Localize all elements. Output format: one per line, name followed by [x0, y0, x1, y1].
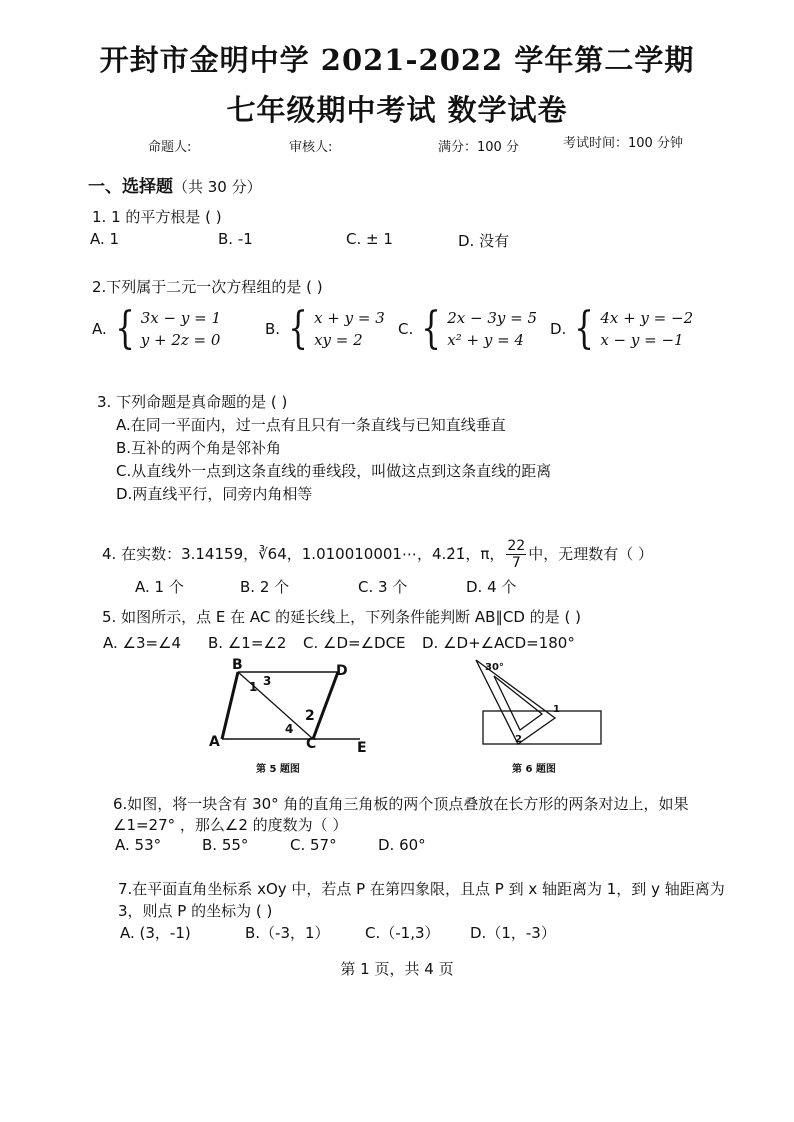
- q2-b-label: B.: [265, 320, 281, 338]
- fig6-caption: 第 6 题图: [512, 764, 556, 775]
- fraction-22-7: [506, 538, 526, 571]
- full-score: 满分：100 分: [438, 140, 519, 155]
- brace-glyph: {: [288, 303, 308, 354]
- line-dc: [313, 672, 338, 739]
- q6-option-b: B. 55°: [202, 836, 249, 854]
- q3-stem: 3. 下列命题是真命题的是 ( ): [97, 393, 288, 411]
- q2-a-eq2: y + 2z = 0: [140, 331, 221, 349]
- q4-stem: [102, 538, 653, 571]
- q7-stem-line1: 7.在平面直角坐标系 xOy 中，若点 P 在第四象限，且点 P 到 x 轴距离为 1，到 y 轴距离为: [118, 880, 725, 898]
- q2-a-label: A.: [92, 320, 107, 338]
- q7-option-d: D.（1，-3）: [470, 924, 556, 942]
- q2-a-eq1: 3x − y = 1: [140, 309, 221, 327]
- q3-option-c: C.从直线外一点到这条直线的垂线段，叫做这点到这条直线的距离: [116, 462, 552, 480]
- point-e-label: E: [357, 740, 367, 756]
- q2-c-label: C.: [398, 320, 414, 338]
- q3-option-a: A.在同一平面内，过一点有且只有一条直线与已知直线垂直: [116, 416, 506, 434]
- brace-glyph: {: [421, 303, 442, 354]
- q6-option-a: A. 53°: [115, 836, 162, 854]
- reviewer-label: 审核人:: [289, 140, 333, 155]
- q5-option-c: C. ∠D=∠DCE: [303, 634, 406, 652]
- section-points: （共 30 分）: [173, 178, 262, 196]
- q4-stem-post: 中，无理数有（ ）: [528, 545, 653, 563]
- q1-option-c: C. ± 1: [346, 230, 393, 248]
- exam-title-line1: 开封市金明中学 2021-2022 学年第二学期: [99, 43, 695, 77]
- angle-3-label: 3: [263, 674, 272, 688]
- fig6-angle-2-label: 2: [515, 734, 522, 745]
- q7-option-a: A. (3，-1): [120, 924, 191, 942]
- angle-4-label: 4: [285, 722, 294, 736]
- section-title: 一、选择题: [88, 177, 173, 197]
- q2-b-eq2: xy = 2: [314, 331, 363, 349]
- q2-d-eq1: 4x + y = −2: [600, 309, 694, 327]
- q2-d-label: D.: [550, 320, 567, 338]
- q1-option-b: B. -1: [218, 230, 253, 248]
- q1-option-d: D. 没有: [458, 232, 510, 250]
- q5-option-d: D. ∠D+∠ACD=180°: [422, 634, 575, 652]
- exam-title-line2: 七年级期中考试 数学试卷: [226, 93, 568, 127]
- q2-b-eq1: x + y = 3: [314, 309, 385, 327]
- q6-stem-line2: ∠1=27° ，那么∠2 的度数为（ ）: [113, 816, 348, 834]
- q5-option-b: B. ∠1=∠2: [208, 634, 287, 652]
- setter-label: 命题人:: [148, 140, 192, 155]
- fig6-angle-1-label: 1: [553, 704, 560, 715]
- figure6-diagram: [470, 658, 615, 758]
- q2-d-eq2: x − y = −1: [600, 331, 684, 349]
- point-b-label: B: [232, 657, 243, 673]
- q4-stem-pre: 4. 在实数：3.14159，∛64，1.010010001⋯，4.2̇1̇，π，: [102, 545, 505, 563]
- brace-glyph: {: [574, 303, 595, 354]
- point-d-label: D: [336, 663, 348, 679]
- q1-stem: 1. 1 的平方根是 ( ): [92, 208, 222, 226]
- page-footer: 第 1 页，共 4 页: [340, 960, 454, 978]
- angle-2-label: 2: [305, 708, 315, 724]
- q4-option-a: A. 1 个: [135, 578, 184, 596]
- q4-option-c: C. 3 个: [358, 578, 408, 596]
- section-heading: [88, 172, 262, 197]
- fraction-numerator: 22: [507, 538, 526, 554]
- q5-stem: 5. 如图所示，点 E 在 AC 的延长线上，下列条件能判断 AB∥CD 的是 ( ): [102, 608, 581, 626]
- angle-1-label: 1: [249, 680, 258, 694]
- q6-stem-line1: 6.如图，将一块含有 30° 角的直角三角板的两个顶点叠放在长方形的两条对边上，如果: [113, 795, 689, 813]
- q2-option-a: [92, 303, 221, 354]
- q7-stem-line2: 3，则点 P 的坐标为 ( ): [118, 902, 273, 920]
- q1-option-a: A. 1: [90, 230, 120, 248]
- q2-c-eq2: x² + y = 4: [447, 331, 524, 349]
- q4-option-d: D. 4 个: [466, 578, 517, 596]
- q5-option-a: A. ∠3=∠4: [103, 634, 182, 652]
- q2-c-eq1: 2x − 3y = 5: [447, 309, 538, 327]
- q2-option-d: [550, 303, 694, 354]
- angle-30-label: 30°: [485, 662, 504, 673]
- point-c-label: C: [306, 736, 317, 752]
- fraction-denominator: 7: [511, 555, 521, 571]
- q7-option-c: C.（-1,3）: [365, 924, 440, 942]
- q3-option-d: D.两直线平行，同旁内角相等: [116, 485, 313, 503]
- exam-time: 考试时间：100 分钟: [563, 136, 683, 151]
- q2-stem: 2.下列属于二元一次方程组的是 ( ): [92, 278, 323, 296]
- q2-option-b: [265, 303, 385, 354]
- q6-option-d: D. 60°: [378, 836, 426, 854]
- q3-option-b: B.互补的两个角是邻补角: [116, 439, 282, 457]
- q7-option-b: B.（-3，1）: [245, 924, 330, 942]
- brace-glyph: {: [114, 303, 135, 354]
- q4-option-b: B. 2 个: [240, 578, 290, 596]
- line-ab: [222, 672, 238, 739]
- fig5-caption: 第 5 题图: [256, 764, 300, 775]
- q2-option-c: [398, 303, 538, 354]
- point-a-label: A: [209, 734, 220, 750]
- q6-option-c: C. 57°: [290, 836, 337, 854]
